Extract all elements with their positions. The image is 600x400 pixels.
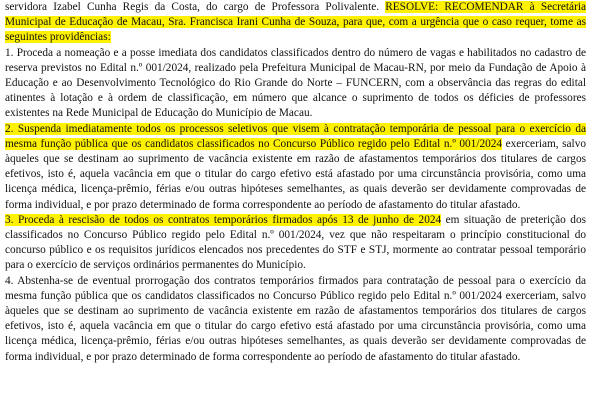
item-3-text: em situação de preterição dos classificados no Concurso Público regido pelo Edital n.º 001/2024, vez que não respeitaram o princípio constitucional do concurso público e os requisitos jurídicos elencados nos precedentes do STF e STJ, mormente ao contratar pessoal temporário para o exercício de serviços ordinários permanentes do Município. bbox=[5, 213, 586, 272]
item-1-paragraph bbox=[5, 46, 586, 122]
item-4-paragraph bbox=[5, 274, 586, 365]
item-2-highlight: 2. Suspenda imediatamente todos os processos seletivos que visem à contratação temporária de pessoal para o exercício da mesma função pública que os candidatos classificados no Concurso Público regido pelo Edital n.º 001/2024 bbox=[5, 122, 586, 150]
item-3-highlight: 3. Proceda à rescisão de todos os contratos temporários firmados após 13 de junho de 2024 bbox=[5, 213, 442, 226]
intro-text: servidora Izabel Cunha Regis da Costa, do cargo de Professora Polivalente. bbox=[5, 1, 386, 13]
item-3-paragraph bbox=[5, 213, 586, 274]
item-1-text: 1. Proceda a nomeação e a posse imediata dos candidatos classificados dentro do número de vagas e habilitados no cadastro de reserva previstos no Edital n.º 001/2024, realizado pela Prefeitura Municipal de Macau-RN, por meio da Fundação de Apoio à Educação e ao Desenvolvimento Tecnológico do Rio Grande do Norte – FUNCERN, com a observância das regras do edital atinentes à lotação e à ordem de classificação, em número que alcance o suprimento de todos os déficies de professores existentes na Rede Municipal de Educação do Município de Macau. bbox=[5, 46, 586, 120]
item-2-text: exerceriam, salvo àqueles que se destinam ao suprimento de vacância existente em razão de afastamentos temporários dos titulares de cargos efetivos, isto é, aquela vacância em que o titular do cargo efetivo está afastado por uma circunstância provisória, como uma licença médica, licença-prêmio, férias e/ou outras hipóteses semelhantes, as quais deverão ser devidamente comprovadas de forma individual, e por prazo determinado de forma correspondente ao período de afastamento do titular afastado. bbox=[5, 137, 586, 211]
item-4-text: 4. Abstenha-se de eventual prorrogação dos contratos temporários firmados para contratação de pessoal para o exercício da mesma função pública que os candidatos classificados no Concurso Público regido pelo Edital n.º 001/2024 exerceriam, salvo àqueles que se destinam ao suprimento de vacância existente em razão de afastamentos temporários dos titulares de cargos efetivos, isto é, aquela vacância em que o titular do cargo efetivo está afastado por uma circunstância provisória, como uma licença médica, licença-prêmio, férias e/ou outras hipóteses semelhantes, as quais deverão ser devidamente comprovadas de forma individual, e por prazo determinado de forma correspondente ao período de afastamento do titular afastado. bbox=[5, 274, 586, 363]
intro-paragraph bbox=[5, 0, 586, 46]
item-2-paragraph bbox=[5, 122, 586, 213]
resolve-highlight: RESOLVE: RECOMENDAR à Secretária Municipal de Educação de Macau, Sra. Francisca Irani Cunha de Souza, para que, com a urgência que o caso requer, tome as seguintes providências: bbox=[5, 1, 586, 44]
